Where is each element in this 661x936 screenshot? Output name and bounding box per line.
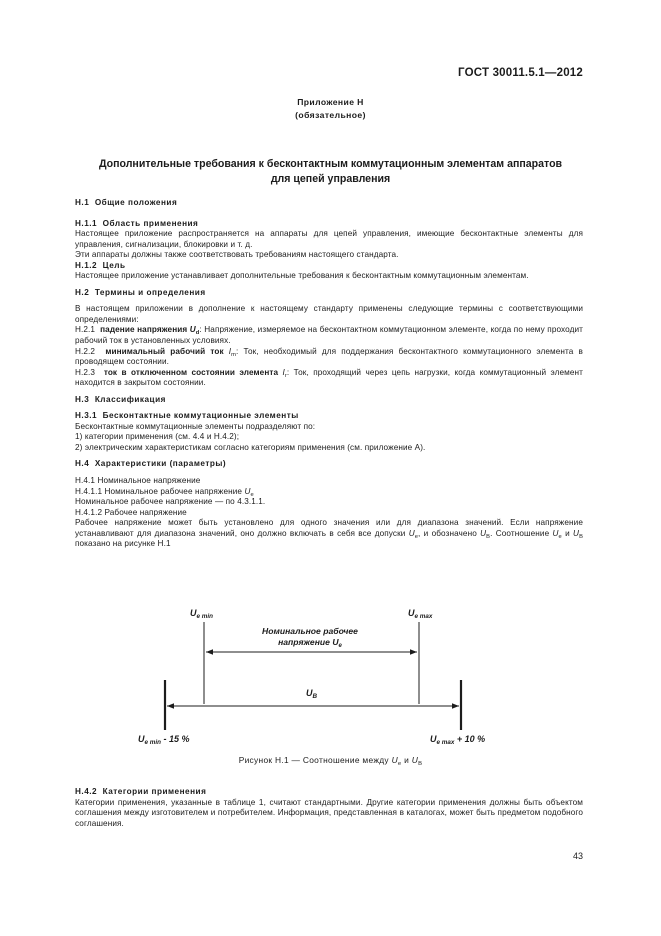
appendix-heading: [0, 96, 661, 121]
label-ub: $U_B$: [306, 688, 318, 700]
body-text: [75, 198, 583, 550]
paragraph: Рабочее напряжение может быть установлено для одного значения или для диапазона значений. Если напряжение устанавливают для диапазона значений, оно должно включать в себя все допуски $U_e$, и обозначено $U_B$. Соотношение $U_e$ и $U_B$ показано на рисунке Н.1: [75, 518, 583, 549]
body-text-end: [75, 787, 583, 829]
paragraph: Бесконтактные коммутационные элементы подразделяют по:: [75, 421, 316, 431]
section-heading-n2: Н.2 Термины и определения: [75, 287, 206, 297]
section-heading-n1: Н.1 Общие положения: [75, 198, 178, 207]
section-heading-n4-2: Н.4.2 Категории применения: [75, 787, 207, 796]
paragraph: Номинальное рабочее напряжение — по 4.3.1.1.: [75, 497, 266, 507]
page-number: 43: [572, 851, 583, 861]
label-left-end: $U_{e min} - 15$ %: [138, 734, 190, 746]
section-heading-n3-1: Н.3.1 Бесконтактные коммутационные элементы: [75, 411, 299, 421]
label-ue-min: $U_{e min}$: [190, 608, 213, 620]
label-rated-voltage: Номинальное рабочее напряжение $U_e$: [262, 626, 358, 649]
appendix-status: (обязательное): [295, 109, 366, 120]
subsection-line: Н.4.1.1 Номинальное рабочее напряжение $U_e$: [75, 486, 254, 498]
paragraph: Настоящее приложение распространяется на аппараты для цепей управления, имеющие бесконтактные элементы для управления, сигнализации, блокировки и т. д.: [75, 229, 583, 249]
term-definition: Н.2.3 ток в отключенном состоянии элемента $I_r$: Ток, проходящий через цепь нагрузки, когда коммутационный элемент находится в закрытом состоянии.: [75, 367, 584, 388]
section-heading-n3: Н.3 Классификация: [75, 394, 166, 404]
label-ue-max: $U_{e max}$: [408, 608, 433, 620]
label-right-end: $U_{e max} + 10$ %: [430, 734, 486, 746]
subsection-line: Н.4.1 Номинальное напряжение: [75, 476, 201, 486]
document-header: ГОСТ 30011.5.1—2012: [458, 67, 583, 79]
paragraph: Категории применения, указанные в таблице 1, считают стандартными. Другие категории применения должны быть объектом соглашения между изготовителем и потребителем. Информация, представленная в каталогах, может быть предметом подобного соглашения.: [75, 797, 583, 828]
term-definition: Н.2.2 минимальный рабочий ток $I_m$: Ток, необходимый для поддержания бесконтактного коммутационного элемента в проводящем состоянии.: [75, 346, 584, 367]
list-item: 2) электрическим характеристикам согласно категориям применения (см. приложение А).: [75, 442, 426, 452]
title-line-1: Дополнительные требования к бесконтактным коммутационным элементам аппаратов: [98, 158, 563, 170]
figure-n1: [140, 606, 530, 776]
appendix-name: Приложение Н: [297, 97, 364, 107]
paragraph: Эти аппараты должны также соответствовать требованиям настоящего стандарта.: [75, 250, 399, 260]
section-heading-n4: Н.4 Характеристики (параметры): [75, 459, 227, 469]
paragraph: В настоящем приложении в дополнение к настоящему стандарту применены следующие термины с соответствующими определениями:: [75, 304, 583, 324]
paragraph: Настоящее приложение устанавливает дополнительные требования к бесконтактным коммутационным элементам.: [75, 271, 529, 281]
term-definition: Н.2.1 падение напряжения $U_d$: Напряжение, измеряемое на бесконтактном коммутационном элементе, когда по нему проходит рабочий ток в установленных условиях.: [75, 325, 584, 346]
figure-caption: Рисунок Н.1 — Соотношение между $U_e$ и $U_B$: [238, 755, 423, 767]
list-item: 1) категории применения (см. 4.4 и Н.4.2);: [75, 432, 240, 442]
title-line-2: для цепей управления: [270, 173, 391, 185]
subsection-line: Н.4.1.2 Рабочее напряжение: [75, 507, 187, 517]
appendix-title: [0, 157, 661, 187]
section-heading-n1-1: Н.1.1 Область применения: [75, 218, 199, 228]
section-heading-n1-2: Н.1.2 Цель: [75, 260, 126, 270]
